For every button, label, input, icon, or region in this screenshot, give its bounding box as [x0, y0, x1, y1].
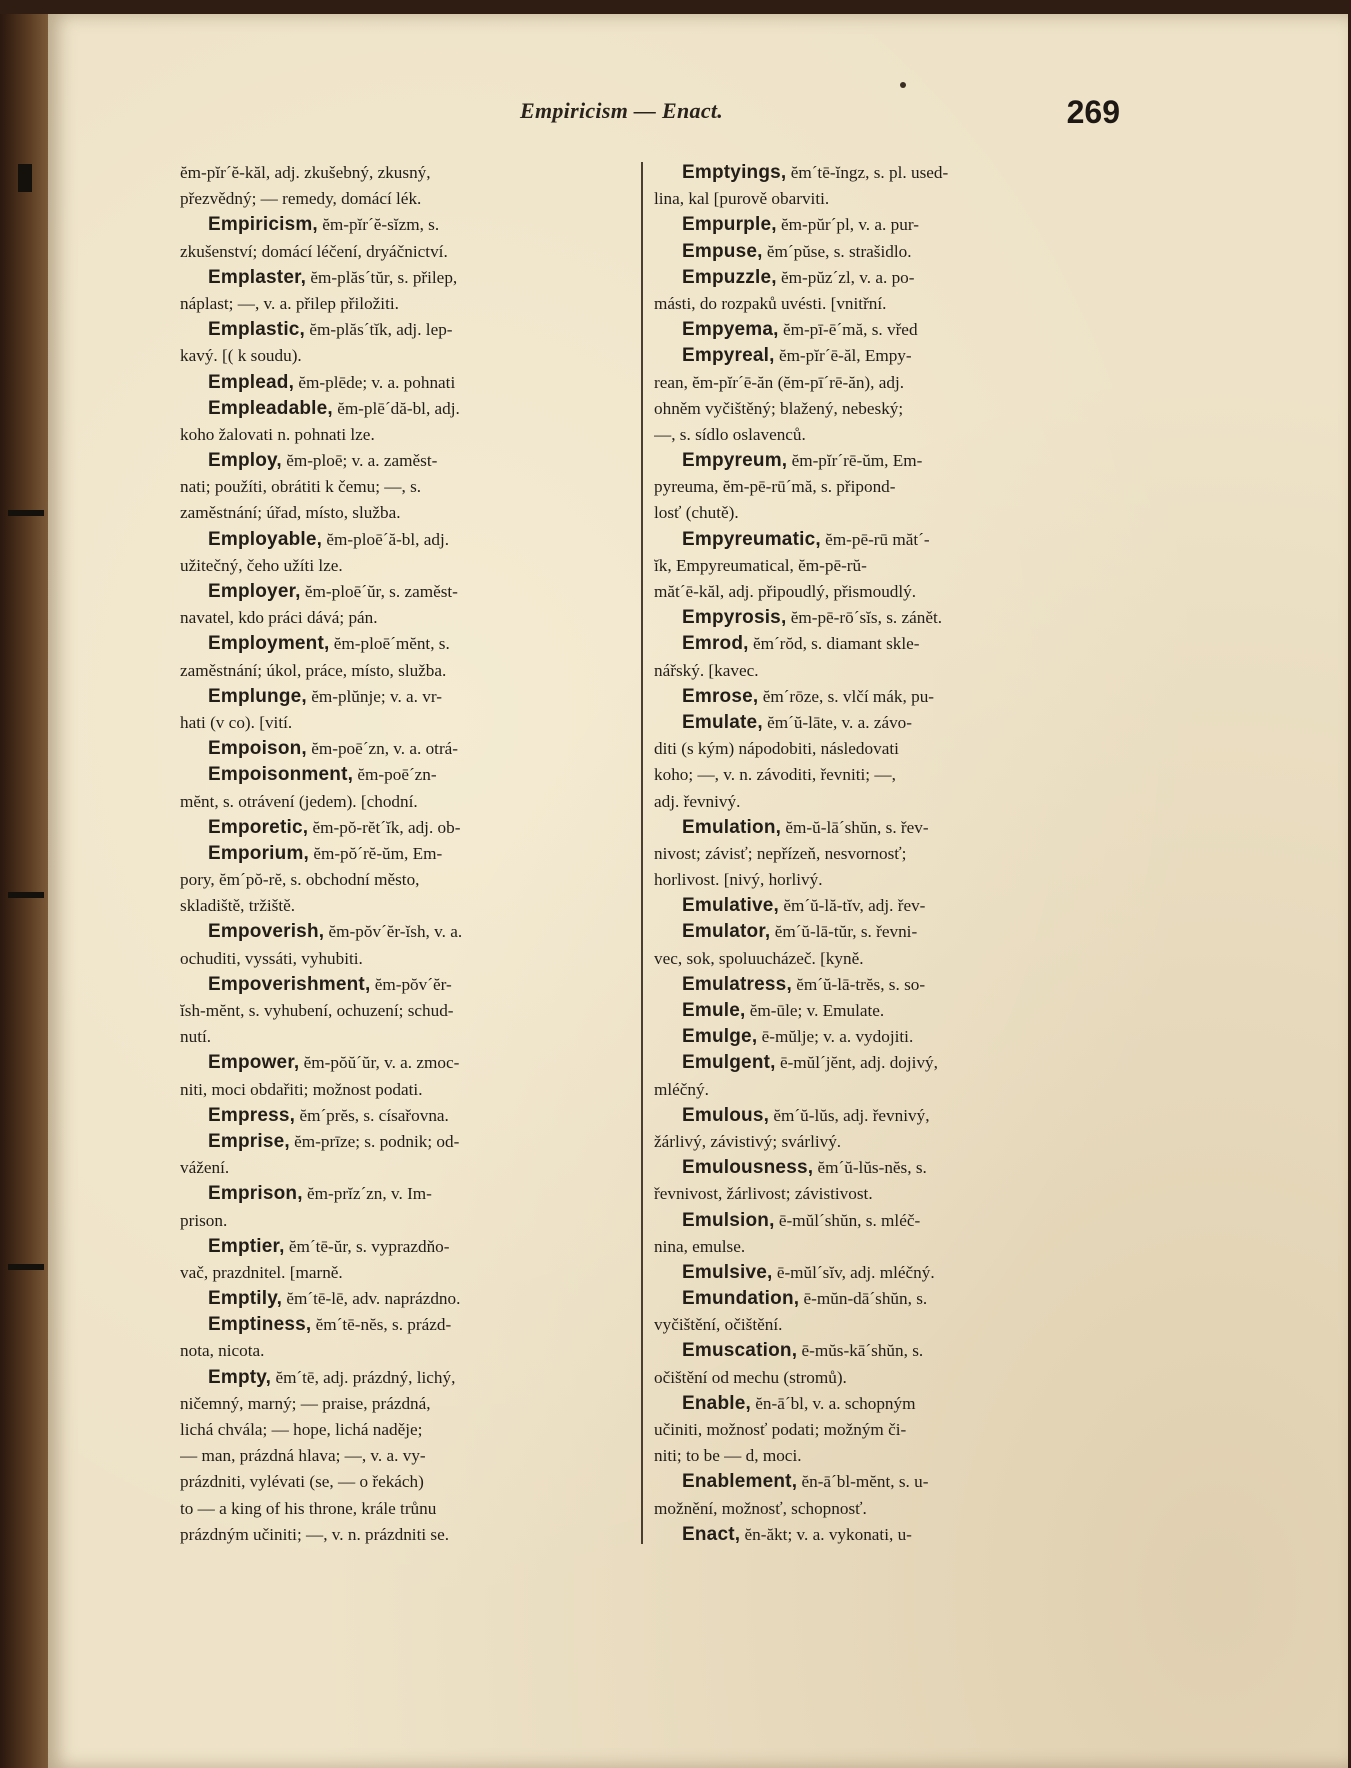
dictionary-line: zkušenství; domácí léčení, dryáčnictví.: [180, 241, 448, 261]
dictionary-line: koho; —, v. n. závoditi, řevniti; —,: [654, 765, 896, 785]
headword: Emptiness,: [208, 1314, 312, 1336]
dictionary-line: Empoverishment, ĕm-pŏv´ĕr-: [208, 973, 452, 995]
print-speck: [900, 82, 906, 88]
headword: Emrose,: [682, 685, 759, 707]
dictionary-line: Emptyings, ĕm´tē-ĭngz, s. pl. used-: [682, 162, 949, 183]
headword: Employ,: [208, 450, 282, 472]
dictionary-line: Emplaster, ĕm-plăs´tŭr, s. přilep,: [208, 266, 458, 288]
dictionary-line: pyreuma, ĕm-pē-rū´mă, s. připond-: [654, 477, 896, 497]
dictionary-line: vec, sok, spoluucházeč. [kyně.: [654, 948, 864, 968]
dictionary-line: ĭsh-mĕnt, s. vyhubení, ochuzení; schud-: [180, 1001, 454, 1020]
dictionary-line: žárlivý, závistivý; svárlivý.: [654, 1131, 842, 1151]
dictionary-line: Emulge, ē-mŭlje; v. a. vydojiti.: [682, 1026, 914, 1048]
headword: Empyema,: [682, 319, 779, 341]
binding-thread: [8, 510, 44, 516]
dictionary-line: Empyrosis, ĕm-pē-rō´sĭs, s. zánět.: [682, 607, 943, 629]
headword: Emulousness,: [682, 1157, 814, 1179]
dictionary-line: zaměstnání; úřad, místo, služba.: [180, 503, 401, 523]
dictionary-line: Empiricism, ĕm-pĭr´ĕ-sĭzm, s.: [208, 214, 440, 236]
dictionary-line: Empleadable, ĕm-plē´dă-bl, adj.: [208, 397, 460, 419]
dictionary-line: Empuzzle, ĕm-pŭz´zl, v. a. po-: [682, 266, 915, 288]
page-header: [180, 94, 1120, 138]
dictionary-line: Emrod, ĕm´rŏd, s. diamant skle-: [682, 633, 920, 655]
dictionary-line: hati (v co). [vití.: [180, 712, 293, 732]
dictionary-line: možnění, možnosť, schopnosť.: [654, 1498, 867, 1518]
dictionary-line: Emundation, ē-mŭn-dā´shŭn, s.: [682, 1288, 928, 1310]
dictionary-line: ĭk, Empyreumatical, ĕm-pē-rŭ-: [654, 555, 867, 575]
headword: Empoverish,: [208, 921, 325, 943]
headword: Emulsion,: [682, 1209, 775, 1231]
dictionary-line: rean, ĕm-pĭr´ē-ăn (ĕm-pī´rē-ăn), adj.: [654, 372, 905, 392]
binding-thread: [8, 892, 44, 898]
headword: Employment,: [208, 633, 330, 655]
dictionary-line: mĕnt, s. otrávení (jedem). [chodní.: [180, 791, 418, 811]
dictionary-line: Employer, ĕm-ploē´ŭr, s. zaměst-: [208, 581, 458, 602]
dictionary-line: Emptily, ĕm´tē-lē, adv. naprázdno.: [208, 1288, 461, 1310]
dictionary-line: măt´ē-kăl, adj. připoudlý, přismoudlý.: [654, 582, 917, 601]
dictionary-line: Employ, ĕm-ploē; v. a. zaměst-: [208, 450, 438, 472]
dictionary-line: skladiště, tržiště.: [180, 896, 296, 916]
dictionary-line: Empress, ĕm´prĕs, s. císařovna.: [208, 1104, 449, 1126]
dictionary-line: Emulation, ĕm-ŭ-lā´shŭn, s. řev-: [682, 816, 929, 838]
dictionary-line: Emprison, ĕm-prĭz´zn, v. Im-: [208, 1183, 432, 1205]
dictionary-line: ničemný, marný; — praise, prázdná,: [180, 1393, 431, 1413]
dictionary-line: vač, prazdnitel. [marně.: [180, 1262, 343, 1282]
headword: Empty,: [208, 1366, 272, 1388]
dictionary-line: náplast; —, v. a. přilep přiložiti.: [180, 293, 399, 313]
binding-thread: [8, 1264, 44, 1270]
headword: Empuse,: [682, 240, 763, 262]
headword: Empoisonment,: [208, 764, 354, 786]
headword: Emule,: [682, 1000, 746, 1021]
dictionary-line: Emuscation, ē-mŭs-kā´shŭn, s.: [682, 1340, 924, 1362]
headword: Emporium,: [208, 842, 310, 864]
headword: Emulative,: [682, 895, 780, 917]
dictionary-line: Emprise, ĕm-prīze; s. podnik; od-: [208, 1130, 460, 1152]
headword: Employable,: [208, 528, 323, 550]
dictionary-line: Empyreum, ĕm-pĭr´rē-ŭm, Em-: [682, 450, 923, 472]
page-number: 269: [1066, 94, 1120, 130]
dictionary-line: Emptier, ĕm´tē-ŭr, s. vyprazdňo-: [208, 1235, 450, 1257]
dictionary-line: nářský. [kavec.: [654, 660, 759, 680]
headword: Empiricism,: [208, 214, 318, 236]
dictionary-line: prison.: [180, 1210, 228, 1230]
dictionary-line: niti; to be — d, moci.: [654, 1446, 802, 1466]
dictionary-line: Emplunge, ĕm-plŭnje; v. a. vr-: [208, 685, 442, 707]
headword: Empyrosis,: [682, 607, 787, 629]
dictionary-line: řevnivost, žárlivost; závistivost.: [654, 1184, 873, 1204]
headword: Empurple,: [682, 214, 777, 236]
headword: Empress,: [208, 1104, 296, 1126]
headword: Emplastic,: [208, 319, 306, 341]
dictionary-line: prázdným učiniti; —, v. n. prázdniti se.: [180, 1524, 450, 1544]
dictionary-line: Empurple, ĕm-pŭr´pl, v. a. pur-: [682, 214, 919, 236]
headword: Emprise,: [208, 1130, 290, 1152]
left-column: [180, 160, 638, 1548]
headword: Empyreumatic,: [682, 528, 821, 550]
dictionary-line: lina, kal [purově obarviti.: [654, 189, 830, 209]
dictionary-line: Emptiness, ĕm´tē-nĕs, s. prázd-: [208, 1314, 452, 1336]
headword: Emptily,: [208, 1288, 283, 1310]
dictionary-line: Emulative, ĕm´ŭ-lă-tĭv, adj. řev-: [682, 895, 926, 917]
dictionary-line: Empuse, ĕm´pŭse, s. strašidlo.: [682, 240, 912, 262]
column-divider: [641, 162, 643, 1544]
dictionary-line: Empower, ĕm-pŏŭ´ŭr, v. a. zmoc-: [208, 1052, 460, 1074]
dictionary-line: Empoisonment, ĕm-poē´zn-: [208, 764, 437, 786]
dictionary-line: navatel, kdo práci dává; pán.: [180, 608, 378, 628]
headword: Emulation,: [682, 816, 782, 838]
book-binding-gutter: [0, 14, 48, 1768]
headword: Emplead,: [208, 371, 295, 393]
dictionary-line: — man, prázdná hlava; —, v. a. vy-: [180, 1446, 426, 1466]
dictionary-line: losť (chutě).: [654, 503, 739, 523]
dictionary-line: vážení.: [180, 1158, 230, 1178]
dictionary-line: Employment, ĕm-ploē´mĕnt, s.: [208, 633, 450, 655]
headword: Emptier,: [208, 1235, 285, 1257]
dictionary-line: Emulous, ĕm´ŭ-lŭs, adj. řevnivý,: [682, 1104, 930, 1126]
dictionary-line: diti (s kým) nápodobiti, následovati: [654, 739, 899, 759]
headword: Emptyings,: [682, 162, 787, 183]
dictionary-line: másti, do rozpaků uvésti. [vnitřní.: [654, 293, 887, 313]
dictionary-line: horlivost. [nivý, horlivý.: [654, 870, 823, 890]
headword: Emulsive,: [682, 1261, 773, 1283]
headword: Emplaster,: [208, 266, 307, 288]
dictionary-line: nota, nicota.: [180, 1341, 265, 1361]
dictionary-line: Emrose, ĕm´rōze, s. vlčí mák, pu-: [682, 685, 935, 707]
dictionary-line: Emulsion, ē-mŭl´shŭn, s. mléč-: [682, 1209, 921, 1231]
headword: Enable,: [682, 1392, 751, 1414]
dictionary-line: Emulatress, ĕm´ŭ-lā-trĕs, s. so-: [682, 973, 926, 995]
headword: Emulous,: [682, 1104, 770, 1126]
headword: Empleadable,: [208, 397, 333, 419]
dictionary-line: přezvědný; — remedy, domácí lék.: [180, 189, 422, 209]
dictionary-line: Emule, ĕm-ūle; v. Emulate.: [682, 1000, 885, 1021]
headword: Emprison,: [208, 1183, 303, 1205]
right-column: [654, 160, 1112, 1548]
dictionary-line: Emulator, ĕm´ŭ-lā-tŭr, s. řevni-: [682, 921, 918, 943]
dictionary-line: Empyreal, ĕm-pĭr´ē-ăl, Empy-: [682, 345, 912, 367]
dictionary-line: užitečný, čeho užíti lze.: [180, 555, 343, 575]
headword: Emplunge,: [208, 685, 307, 707]
dictionary-line: to — a king of his throne, krále trůnu: [180, 1498, 437, 1518]
dictionary-line: očištění od mechu (stromů).: [654, 1367, 847, 1387]
dictionary-line: Enact, ĕn-ăkt; v. a. vykonati, u-: [682, 1523, 912, 1545]
dictionary-line: Employable, ĕm-ploē´ă-bl, adj.: [208, 528, 450, 550]
dictionary-line: Emporium, ĕm-pŏ´rĕ-ŭm, Em-: [208, 842, 443, 864]
dictionary-line: adj. řevnivý.: [654, 791, 741, 811]
dictionary-line: Emplastic, ĕm-plăs´tĭk, adj. lep-: [208, 319, 453, 341]
dictionary-line: niti, moci obdařiti; možnost podati.: [180, 1079, 423, 1099]
dictionary-line: Enable, ĕn-ā´bl, v. a. schopným: [682, 1392, 916, 1414]
dictionary-line: Empyreumatic, ĕm-pē-rū măt´-: [682, 528, 930, 550]
dictionary-line: zaměstnání; úkol, práce, místo, služba.: [180, 660, 447, 680]
dictionary-line: nivost; závisť; nepřízeň, nesvornosť;: [654, 843, 907, 863]
dictionary-line: nutí.: [180, 1027, 212, 1047]
dictionary-line: Emulate, ĕm´ŭ-lāte, v. a. závo-: [682, 711, 912, 733]
headword: Empoison,: [208, 738, 307, 760]
headword: Empyreal,: [682, 345, 775, 367]
binding-thread: [18, 164, 32, 192]
dictionary-line: kavý. [( k soudu).: [180, 346, 302, 366]
headword: Enact,: [682, 1523, 741, 1545]
dictionary-line: Emulousness, ĕm´ŭ-lŭs-nĕs, s.: [682, 1157, 927, 1179]
running-title: Empiricism — Enact.: [520, 98, 724, 123]
dictionary-line: Emporetic, ĕm-pŏ-rĕt´ĭk, adj. ob-: [208, 816, 461, 838]
headword: Empower,: [208, 1052, 300, 1074]
headword: Emulator,: [682, 921, 771, 943]
dictionary-line: koho žalovati n. pohnati lze.: [180, 424, 375, 444]
dictionary-line: Empoison, ĕm-poē´zn, v. a. otrá-: [208, 738, 459, 760]
dictionary-line: Emulsive, ē-mŭl´sĭv, adj. mléčný.: [682, 1261, 935, 1283]
dictionary-line: učiniti, možnosť podati; možným či-: [654, 1420, 907, 1439]
dictionary-line: prázdniti, vylévati (se, — o řekách): [180, 1472, 424, 1492]
dictionary-line: Enablement, ĕn-ā´bl-mĕnt, s. u-: [682, 1471, 929, 1493]
dictionary-line: Emulgent, ē-mŭl´jĕnt, adj. dojivý,: [682, 1052, 938, 1074]
dictionary-line: Empyema, ĕm-pī-ē´mă, s. vřed: [682, 319, 918, 341]
dictionary-line: ĕm-pĭr´ĕ-kăl, adj. zkušebný, zkusný,: [180, 163, 431, 182]
headword: Emundation,: [682, 1288, 800, 1310]
headword: Emporetic,: [208, 816, 309, 838]
headword: Emuscation,: [682, 1340, 798, 1362]
dictionary-line: Empoverish, ĕm-pŏv´ĕr-ĭsh, v. a.: [208, 921, 463, 943]
dictionary-line: Empty, ĕm´tē, adj. prázdný, lichý,: [208, 1366, 456, 1388]
dictionary-line: —, s. sídlo oslavenců.: [654, 424, 806, 444]
dictionary-line: ohněm vyčištěný; blažený, nebeský;: [654, 398, 904, 418]
dictionary-line: lichá chvála; — hope, lichá naděje;: [180, 1420, 423, 1439]
dictionary-line: mléčný.: [654, 1079, 709, 1099]
dictionary-line: ochuditi, vyssáti, vyhubiti.: [180, 948, 363, 968]
dictionary-line: vyčištění, očištění.: [654, 1315, 783, 1335]
headword: Empuzzle,: [682, 266, 777, 288]
dictionary-line: Emplead, ĕm-plēde; v. a. pohnati: [208, 371, 456, 393]
dictionary-line: nati; použíti, obrátiti k čemu; —, s.: [180, 477, 422, 497]
headword: Emrod,: [682, 633, 749, 655]
headword: Enablement,: [682, 1471, 798, 1493]
headword: Employer,: [208, 581, 301, 602]
dictionary-line: pory, ĕm´pŏ-rĕ, s. obchodní město,: [180, 870, 420, 890]
dictionary-line: nina, emulse.: [654, 1236, 746, 1256]
headword: Emulatress,: [682, 973, 792, 995]
headword: Empyreum,: [682, 450, 788, 472]
headword: Emulge,: [682, 1026, 758, 1048]
headword: Emulate,: [682, 711, 763, 733]
headword: Emulgent,: [682, 1052, 776, 1074]
headword: Empoverishment,: [208, 973, 371, 995]
